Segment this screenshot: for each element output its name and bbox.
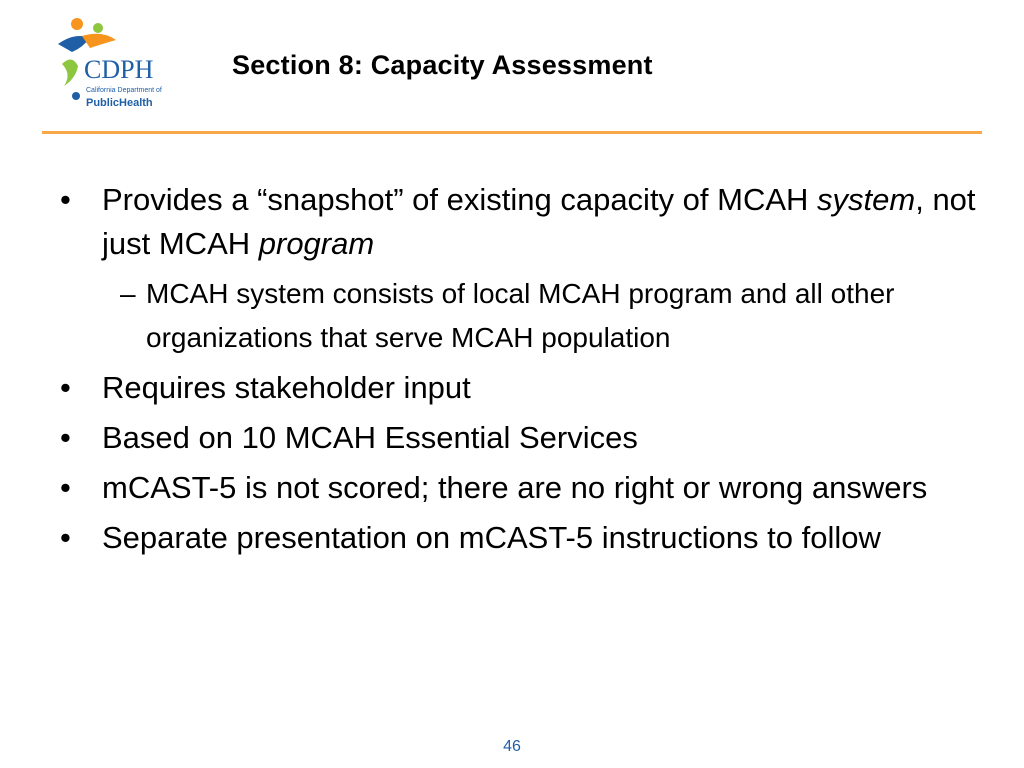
bullet-item [56, 178, 976, 266]
bullet-emphasis-system: system [817, 182, 916, 217]
logo-health-text: Health [119, 97, 153, 109]
bullet-list [56, 178, 976, 566]
sub-bullet-text: MCAH system consists of local MCAH program and all other organizations that serve MCAH population [146, 278, 895, 353]
cdph-logo [50, 14, 170, 114]
bullet-marker: • [60, 470, 71, 505]
bullet-text: Separate presentation on mCAST-5 instructions to follow [102, 520, 881, 555]
bullet-marker: • [60, 182, 71, 217]
bullet-marker: • [60, 520, 71, 555]
bullet-item [56, 516, 976, 560]
bullet-text: Requires stakeholder input [102, 370, 471, 405]
bullet-text: Based on 10 MCAH Essential Services [102, 420, 638, 455]
page-number: 46 [503, 738, 521, 755]
bullet-item [56, 366, 976, 410]
bullet-item [56, 416, 976, 460]
dash-marker: – [120, 278, 136, 309]
logo-tagline [86, 97, 153, 109]
sub-bullet-item [56, 272, 976, 360]
logo-public-text: Public [86, 97, 120, 109]
bullet-text: mCAST-5 is not scored; there are no right or wrong answers [102, 470, 928, 505]
title-divider [42, 131, 982, 134]
slide-title: Section 8: Capacity Assessment [232, 50, 653, 80]
bullet-text-part: Provides a “snapshot” of existing capacity of MCAH [102, 182, 818, 217]
logo-abbr-text: CDPH [84, 55, 154, 84]
bullet-marker: • [60, 370, 71, 405]
bullet-text-part: , not just MCAH [102, 182, 976, 261]
cdph-logo-graphic [50, 14, 170, 114]
logo-tagline-small: California Department of [86, 87, 162, 94]
bullet-emphasis-program: program [258, 226, 375, 261]
bullet-marker: • [60, 420, 71, 455]
bullet-item [56, 466, 976, 510]
